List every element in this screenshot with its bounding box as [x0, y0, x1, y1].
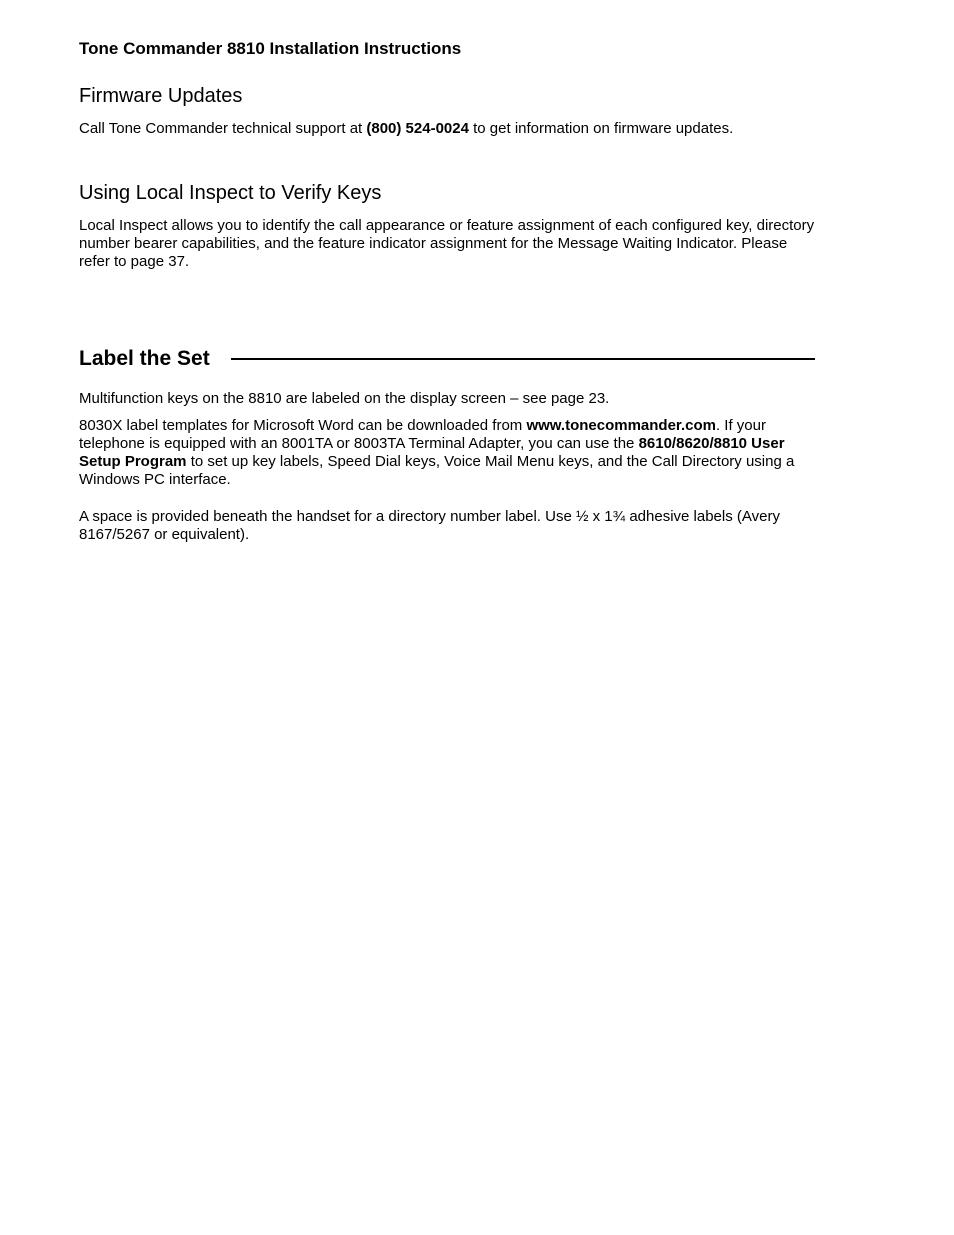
label-the-set-heading: Label the Set — [79, 347, 210, 370]
firmware-text-after: to get information on firmware updates. — [468, 120, 734, 137]
user-setup-program-name: 8610/8620/8810 User Setup Program — [79, 435, 785, 470]
heading-rule — [231, 358, 815, 360]
firmware-updates-heading: Firmware Updates — [79, 85, 243, 107]
firmware-updates-paragraph — [79, 120, 819, 138]
tonecommander-url: www.tonecommander.com — [526, 417, 716, 434]
local-inspect-paragraph: Local Inspect allows you to identify the call appearance or feature assignment of each configured key, directory number bearer capabilities, and the feature indicator assignment for the Message Waiting Indicator. Please refer to page 37. — [79, 217, 815, 270]
label-set-paragraph-2 — [79, 417, 819, 489]
para2-text-c: to set up key labels, Speed Dial keys, Voice Mail Menu keys, and the Call Directory using a Windows PC interface. — [79, 453, 795, 488]
para2-text-a: 8030X label templates for Microsoft Word can be downloaded from — [79, 417, 527, 434]
support-phone-number: (800) 524-0024 — [366, 120, 469, 137]
document-title: Tone Commander 8810 Installation Instructions — [79, 39, 462, 58]
para2-text-b: . If your telephone is equipped with an 8001TA or 8003TA Terminal Adapter, you can use the — [79, 417, 766, 452]
firmware-text-before: Call Tone Commander technical support at — [79, 120, 367, 137]
local-inspect-heading: Using Local Inspect to Verify Keys — [79, 182, 382, 204]
label-set-paragraph-1: Multifunction keys on the 8810 are labeled on the display screen – see page 23. — [79, 390, 610, 407]
label-the-set-section-heading — [79, 346, 815, 372]
label-set-paragraph-3: A space is provided beneath the handset for a directory number label. Use ½ x 1¾ adhesive labels (Avery 8167/5267 or equivalent). — [79, 508, 780, 543]
